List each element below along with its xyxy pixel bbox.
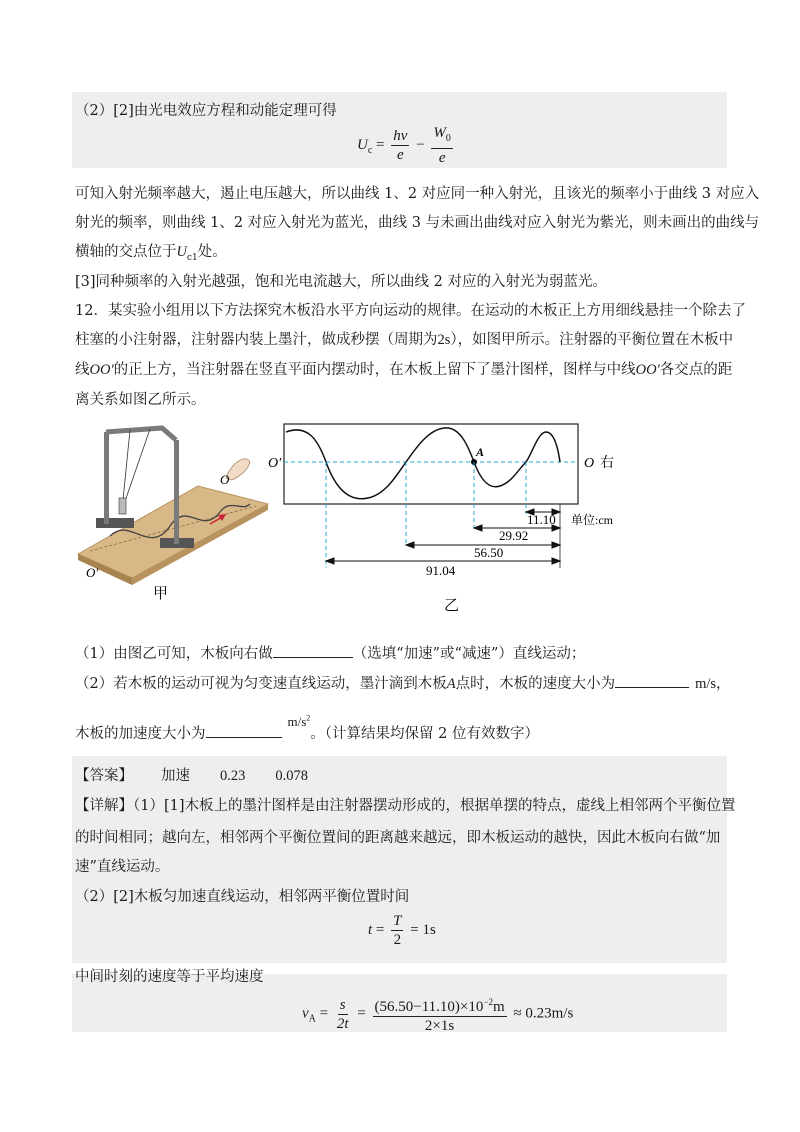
question-12-line-2: 柱塞的小注射器，注射器内装上墨汁，做成秒摆（周期为2s），如图甲所示。注射器的平衡位置在木板中	[75, 332, 734, 348]
label-O-prime: O′	[86, 565, 99, 580]
distance-29-92: 29.92	[499, 528, 529, 543]
figure-jia-apparatus	[70, 418, 270, 603]
label-A: A	[476, 445, 485, 459]
paragraph-1-line-1: 可知入射光频率越大，遏止电压越大，所以曲线 1、2 对应同一种入射光，且该光的频率小于曲线 3 对应入	[75, 186, 760, 202]
distance-91-04: 91.04	[426, 563, 456, 578]
distance-11-10: 11.10	[527, 512, 556, 527]
question-12-line-4: 离关系如图乙所示。	[75, 392, 206, 408]
paragraph-1-line-3: 横轴的交点位于$U_{c1}$处。	[75, 244, 227, 263]
ink-wave	[286, 428, 560, 499]
figure-yi-ink-pattern	[264, 420, 644, 615]
paragraph-1-line-2: 射光的频率，则曲线 1、2 对应入射光为蓝光，曲线 3 与未画出曲线对应入射光为紫光，则未画出的曲线与	[75, 215, 760, 231]
detail-line-2: 的时间相同；越向左，相邻两个平衡位置间的距离越来越远，即木板运动的越快，因此木板向右做“加	[75, 830, 721, 846]
sub-question-3: 木板的加速度大小为$m/s^2$。（计算结果均保留 2 位有效数字）	[75, 713, 539, 742]
label-right: 右	[600, 456, 614, 471]
mid-time-text: 中间时刻的速度等于平均速度	[75, 969, 264, 985]
sub-question-1: （1）由图乙可知，木板向右做 （选填“加速”或“减速”）直线运动；	[75, 642, 585, 663]
answer-blank-1[interactable]	[273, 643, 353, 658]
answer-line: 【答案】 加速 0.23 0.078	[75, 768, 308, 784]
equation-time-interval: t = $\frac{T}{2}$ = 1s	[368, 913, 436, 948]
syringe	[119, 498, 126, 514]
answer-blank-3[interactable]	[206, 723, 282, 738]
distance-56-50: 56.50	[474, 545, 504, 560]
sub-question-2: （2）若木板的运动可视为匀变速直线运动，墨汁滴到木板A点时，木板的速度大小为 m/s，	[75, 672, 731, 693]
label-O-prime-yi: O′	[268, 456, 282, 471]
pattern-frame	[284, 424, 578, 504]
caption-yi: 乙	[444, 598, 460, 614]
paragraph-2: [3]同种频率的入射光越强，饱和光电流越大，所以曲线 2 对应的入射光为弱蓝光。	[75, 274, 607, 290]
question-12-line-1: 12．某实验小组用以下方法探究木板沿水平方向运动的规律。在运动的木板正上方用细线悬挂一个除去了	[75, 303, 746, 319]
unit-label: 单位:cm	[571, 513, 613, 527]
section2-heading: （2）[2]由光电效应方程和动能定理可得	[75, 103, 337, 119]
detail-line-1: 【详解】（1）[1]木板上的墨汁图样是由注射器摆动形成的，根据单摆的特点，虚线上相邻两个平衡位置	[75, 798, 736, 814]
caption-jia: 甲	[153, 586, 169, 602]
equation-velocity-A: $v_A$ = $\frac{s}{2t}$ = $\frac{(56.50-11.10)\times 10^{-2}m}{2\times 1s}$ ≈ 0.23m/s	[302, 993, 573, 1035]
detail-line-4: （2）[2]木板匀加速直线运动，相邻两平衡位置时间	[75, 889, 410, 905]
label-O-yi: O	[584, 456, 595, 471]
equation-stopping-voltage: $U_c$ = $\frac{h\nu}{e}$ − $\frac{W_0}{e}$	[357, 125, 451, 166]
detail-line-3: 速”直线运动。	[75, 859, 170, 875]
answer-blank-2[interactable]	[615, 673, 689, 688]
question-12-line-3: 线OO′的正上方，当注射器在竖直平面内摆动时，在木板上留下了墨汁图样，图样与中线OO′各交点的距	[75, 362, 733, 378]
stand-base-left	[96, 518, 134, 528]
label-O: O	[220, 472, 230, 487]
